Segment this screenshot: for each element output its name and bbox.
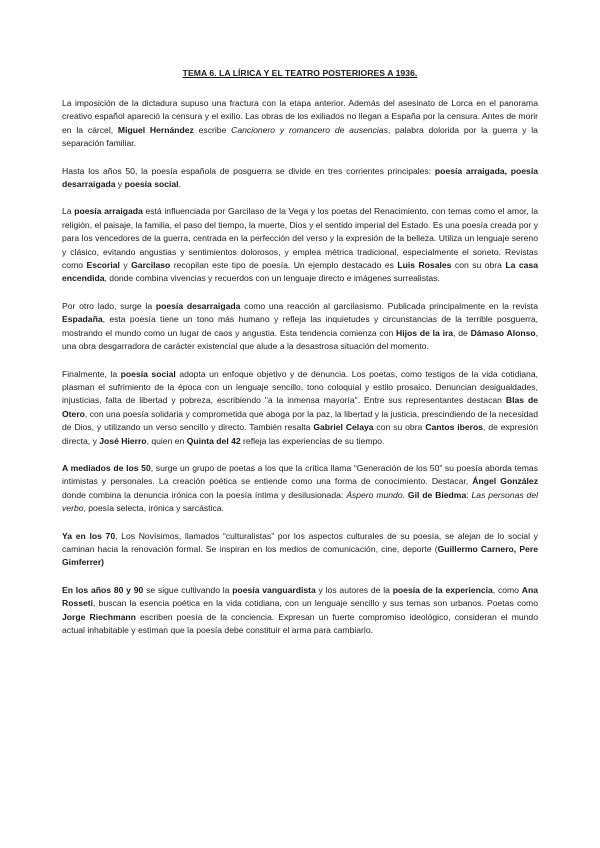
text-span: se sigue cultivando la: [143, 584, 233, 595]
work-title: Cantos iberos: [425, 422, 484, 433]
text-span: , esta poesía tiene un tono más humano y refleja las inquietudes y circunstancias de la terrible posguerra, mostrando el mundo como un lugar de caos y angustia. Esta tendencia comienza con: [62, 314, 538, 338]
work-title: Áspero mundo.: [346, 489, 405, 500]
highlight-term: Escorial: [86, 260, 120, 271]
highlight-term: poesía desarraigada: [155, 300, 241, 311]
text-span: ): [101, 557, 105, 568]
text-span: y: [115, 179, 125, 190]
text-span: refleja las experiencias de su tiempo.: [240, 435, 385, 446]
text-span: recopilan este tipo de poesía. Un ejemplo destacado es: [170, 260, 398, 271]
highlight-term: poesía vanguardista: [232, 584, 316, 595]
author-name: Luis Rosales: [397, 260, 452, 271]
text-span: donde combina la denuncia irónica con la poesía íntima y desilusionada:: [62, 489, 347, 500]
author-name: Dámaso Alonso: [470, 327, 536, 338]
paragraph-novisimos: [62, 530, 538, 570]
text-span: , surge un grupo de poetas a los que la crítica llama “Generación de los 50” su poesía aborda temas intimistas y personales. La creación poética se entiende como una forma de conocimiento. Destacar,: [62, 462, 538, 487]
text-span: y los autores de la: [315, 584, 393, 595]
text-span: está influenciada por Garcilaso de la Vega y los poetas del Renacimiento, con temas como el amor, la religión, el paisaje, la familia, el paso del tiempo, la muerte, Dios y el sentido imperial del Estado. Es una poesía creada por y para los vencedores de la guerra, centrada en la perfección del verso y la expresión de la belleza. Utiliza un lenguaje sereno y clásico, evitando angustias y sentimientos dolorosos, y emplea métrica tradicional, especialmente el soneto. Revistas como: [62, 206, 538, 271]
paragraph-arraigada: [62, 205, 538, 285]
author-name: Jorge Riechmann: [62, 611, 136, 622]
author-name: Gil de Biedma: [407, 489, 467, 500]
text-span: adopta un enfoque objetivo y de denuncia. Los poetas, como testigos de la vida cotidiana, plasman el sufrimiento de la época con un lenguaje sencillo, tono coloquial y estilo prosaico. Denuncian desigualdades, injusticias, falta de libertad y pobreza, escribiendo "a la inmensa mayoría". Entre sus representantes destacan: [62, 368, 538, 406]
text-span: escriben poesía de la conciencia. Expresan un fuerte compromiso ideológico, consideran el mundo actual inhabitable y estiman que la poesía debe constituir el arma para cambiarlo.: [62, 611, 538, 635]
paragraph-currents: [62, 165, 538, 192]
author-name: José Hierro: [99, 435, 147, 446]
highlight-term: poesía arraigada, poesía desarraigada: [62, 165, 539, 190]
author-name: Ángel González: [472, 476, 538, 487]
author-name: Blas de Otero: [62, 395, 538, 419]
text-span: La imposición de la dictadura supuso una fractura con la etapa anterior. Además del asesinato de Lorca en el panorama creativo español apareció la censura y el exilio. Las obras de los exiliados no llegan a España por la censura. Antes de morir en la cárcel,: [62, 98, 538, 135]
text-span: , buscan la esencia poética en la vida cotidiana, con un lenguaje sencillo y sus temas son urbanos. Poetas como: [93, 598, 538, 609]
paragraph-generation-50: [62, 462, 538, 516]
text-span: , poesía selecta, irónica y sarcástica.: [83, 503, 224, 514]
text-span: , donde combina vivencias y recuerdos con un lenguaje directo e imágenes surrealistas.: [104, 273, 440, 284]
highlight-term: poesía social: [124, 179, 179, 190]
author-name: Miguel Hernández: [117, 124, 194, 135]
work-title: Quinta del 42: [186, 435, 241, 446]
paragraph-desarraigada: [62, 300, 538, 354]
author-name: Ana Rosseti: [62, 584, 538, 609]
text-span: , de: [453, 327, 471, 338]
document-page: [62, 68, 538, 651]
text-span: escribe: [193, 124, 232, 135]
author-name: Gabriel Celaya: [313, 422, 374, 433]
highlight-term: poesía social: [120, 368, 176, 379]
highlight-term: Espadaña: [62, 314, 103, 325]
highlight-term: poesía de la experiencia: [392, 584, 493, 595]
work-title: Las personas del verbo: [62, 489, 539, 514]
work-title: Hijos de la ira: [396, 327, 454, 338]
text-span: Por otro lado, surge la: [62, 300, 156, 311]
text-span: Finalmente, la: [62, 368, 121, 379]
paragraph-80-90: [62, 584, 538, 638]
paragraph-intro: [62, 97, 538, 151]
text-span: , Los Novísimos, llamados “culturalistas” por los aspectos culturales de su poesía, se alejan de lo social y caminan hacia la renovación formal. Se inspiran en los medios de comunicación, cine, deporte (: [62, 530, 538, 554]
text-span: , como: [492, 584, 522, 595]
text-span: .: [178, 179, 181, 190]
highlight-term: Garcilaso: [131, 260, 171, 271]
text-span: La: [62, 206, 75, 217]
text-span: :: [466, 489, 472, 500]
highlight-term: A mediados de los 50: [62, 462, 151, 473]
text-span: como una reacción al garcilasismo. Publicada principalmente en la revista: [240, 300, 538, 311]
text-span: con su obra: [451, 260, 506, 271]
paragraph-social: [62, 368, 538, 448]
text-span: , quien en: [146, 435, 187, 446]
text-span: , con una poesía solidaria y comprometida que aboga por la paz, la libertad y la justicia, prescindiendo de la necesidad de Dios, y utilizando un verso sencillo y directo. También resalta: [62, 408, 538, 433]
highlight-term: poesía arraigada: [74, 206, 143, 217]
text-span: , palabra dolorida por la guerra y la separación familiar.: [62, 124, 538, 149]
document-title: TEMA 6. LA LÍRICA Y EL TEATRO POSTERIORES A 1936.: [182, 68, 418, 78]
highlight-term: En los años 80 y 90: [62, 584, 144, 595]
text-span: , una obra desgarradora de carácter existencial que alude a la desastrosa situación del momento.: [62, 327, 538, 352]
author-name: Guillermo Carnero, Pere Gimferrer: [62, 543, 538, 568]
work-title: Cancionero y romancero de ausencias: [231, 124, 388, 135]
text-span: con su obra: [373, 422, 426, 433]
text-span: , de expresión directa, y: [62, 422, 539, 446]
highlight-term: Ya en los 70: [62, 530, 116, 541]
text-span: Hasta los años 50, la poesía española de posguerra se divide en tres corrientes principales:: [62, 165, 435, 176]
text-span: y: [119, 260, 132, 271]
work-title: La casa encendida: [62, 260, 539, 284]
